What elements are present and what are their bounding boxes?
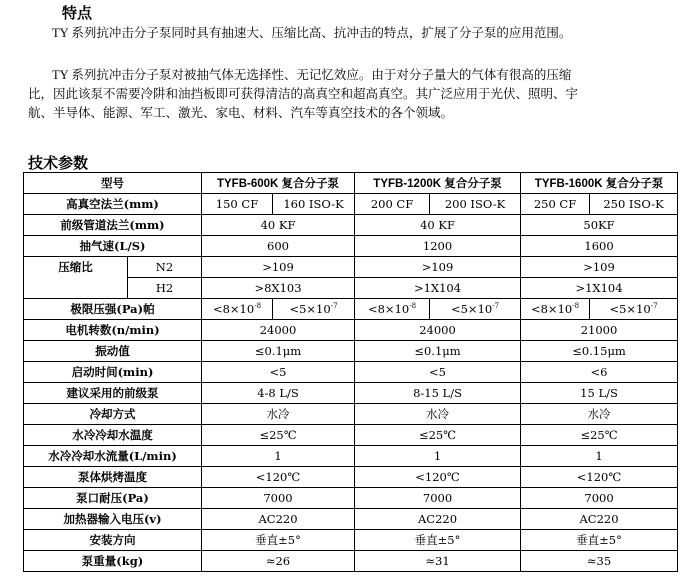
compression-n2-value: >109 [202,257,355,278]
spec-row-value: 4-8 L/S [202,383,355,404]
ultimate-pressure-value: $<8\times 10^{-8}$ [521,299,590,320]
spec-row-value: 水冷 [202,404,355,425]
table-row [24,404,678,425]
spec-row-label: 电机转数(n/min) [24,320,202,341]
spec-row-label: 泵重量(kg) [24,551,202,572]
spec-row-value: ≤0.1μm [355,341,521,362]
spec-row-value: ≤25℃ [202,425,355,446]
spec-row-value: <120℃ [355,467,521,488]
spec-row-value: 1 [355,446,521,467]
flange-label: 高真空法兰(mm) [24,194,202,215]
spec-row-value: <6 [521,362,678,383]
spec-row-label: 建议采用的前级泵 [24,383,202,404]
model-label: 型号 [24,173,202,194]
flange-value: 160 ISO-K [273,194,355,215]
table-row-ultimate-pressure [24,299,678,320]
compression-n2-label: N2 [128,257,202,278]
table-row [24,320,678,341]
flange-value: 200 CF [355,194,430,215]
spec-row-label: 水冷冷却水温度 [24,425,202,446]
spec-rows [24,320,678,572]
spec-heading: 技术参数 [28,154,89,172]
ultimate-pressure-value: $<8\times 10^{-8}$ [355,299,430,320]
spec-row-value: AC220 [521,509,678,530]
table-row [24,509,678,530]
spec-row-value: 1 [202,446,355,467]
fore-flange-value: 40 KF [355,215,521,236]
compression-label: 压缩比 [24,257,128,299]
flange-value: 250 CF [521,194,590,215]
spec-row-value: 8-15 L/S [355,383,521,404]
model-600k: TYFB-600K 复合分子泵 [202,173,355,194]
spec-row-value: 1 [521,446,678,467]
spec-table [23,172,678,572]
pumping-speed-value: 600 [202,236,355,257]
table-row [24,383,678,404]
table-row-compression-n2 [24,257,678,278]
pumping-speed-value: 1600 [521,236,678,257]
spec-row-value: 24000 [355,320,521,341]
spec-row-label: 泵体烘烤温度 [24,467,202,488]
ultimate-pressure-value: $<8\times 10^{-8}$ [202,299,273,320]
spec-row-value: ≈26 [202,551,355,572]
features-paragraph-1: TY 系列抗冲击分子泵同时具有抽速大、压缩比高、抗冲击的特点，扩展了分子泵的应用范围。 [52,26,572,40]
spec-row-value: 水冷 [521,404,678,425]
spec-row-value: 7000 [355,488,521,509]
spec-row-value: ≈31 [355,551,521,572]
table-row [24,425,678,446]
compression-n2-value: >109 [521,257,678,278]
spec-row-value: AC220 [355,509,521,530]
pumping-speed-label: 抽气速(L/S) [24,236,202,257]
fore-flange-label: 前级管道法兰(mm) [24,215,202,236]
table-row [24,551,678,572]
spec-row-label: 启动时间(min) [24,362,202,383]
pumping-speed-value: 1200 [355,236,521,257]
spec-row-label: 水冷冷却水流量(L/min) [24,446,202,467]
spec-row-value: AC220 [202,509,355,530]
table-row [24,488,678,509]
spec-row-value: ≤0.1μm [202,341,355,362]
spec-row-value: 垂直±5° [521,530,678,551]
table-row-pumping-speed [24,236,678,257]
spec-row-value: <120℃ [521,467,678,488]
ultimate-pressure-label: 极限压强(Pa)帕 [24,299,202,320]
table-row-flange [24,194,678,215]
spec-row-value: 21000 [521,320,678,341]
spec-row-label: 安装方向 [24,530,202,551]
spec-row-value: 7000 [202,488,355,509]
compression-h2-value: >1X104 [355,278,521,299]
ultimate-pressure-value: $<5\times 10^{-7}$ [590,299,678,320]
spec-row-value: 垂直±5° [355,530,521,551]
spec-row-value: ≈35 [521,551,678,572]
table-row-header [24,173,678,194]
table-row [24,446,678,467]
ultimate-pressure-value: $<5\times 10^{-7}$ [430,299,521,320]
spec-row-value: 7000 [521,488,678,509]
spec-row-value: <120℃ [202,467,355,488]
spec-row-label: 振动值 [24,341,202,362]
fore-flange-value: 50KF [521,215,678,236]
table-row [24,341,678,362]
spec-row-label: 冷却方式 [24,404,202,425]
features-heading: 特点 [62,4,93,22]
spec-row-label: 加热器输入电压(v) [24,509,202,530]
fore-flange-value: 40 KF [202,215,355,236]
compression-n2-value: >109 [355,257,521,278]
spec-row-label: 泵口耐压(Pa) [24,488,202,509]
model-1600k: TYFB-1600K 复合分子泵 [521,173,678,194]
spec-row-value: <5 [355,362,521,383]
spec-row-value: ≤0.15μm [521,341,678,362]
table-row [24,530,678,551]
compression-h2-value: >8X103 [202,278,355,299]
spec-row-value: 垂直±5° [202,530,355,551]
table-row-fore-flange [24,215,678,236]
spec-row-value: <5 [202,362,355,383]
flange-value: 250 ISO-K [590,194,678,215]
spec-row-value: 24000 [202,320,355,341]
model-1200k: TYFB-1200K 复合分子泵 [355,173,521,194]
spec-row-value: 15 L/S [521,383,678,404]
spec-row-value: ≤25℃ [355,425,521,446]
spec-row-value: ≤25℃ [521,425,678,446]
flange-value: 150 CF [202,194,273,215]
table-row [24,467,678,488]
spec-row-value: 水冷 [355,404,521,425]
table-row [24,362,678,383]
compression-h2-label: H2 [128,278,202,299]
flange-value: 200 ISO-K [430,194,521,215]
compression-h2-value: >1X104 [521,278,678,299]
features-paragraph-2: TY 系列抗冲击分子泵对被抽气体无选择性、无记忆效应。由于对分子量大的气体有很高的压缩比，因此该泵不需要冷阱和油挡板即可获得清洁的高真空和超高真空。其广泛应用于光伏、照明、宇航、半导体、能源、军工、激光、家电、材料、汽车等真空技术的各个领域。 [28,68,579,120]
ultimate-pressure-value: $<5\times 10^{-7}$ [273,299,355,320]
